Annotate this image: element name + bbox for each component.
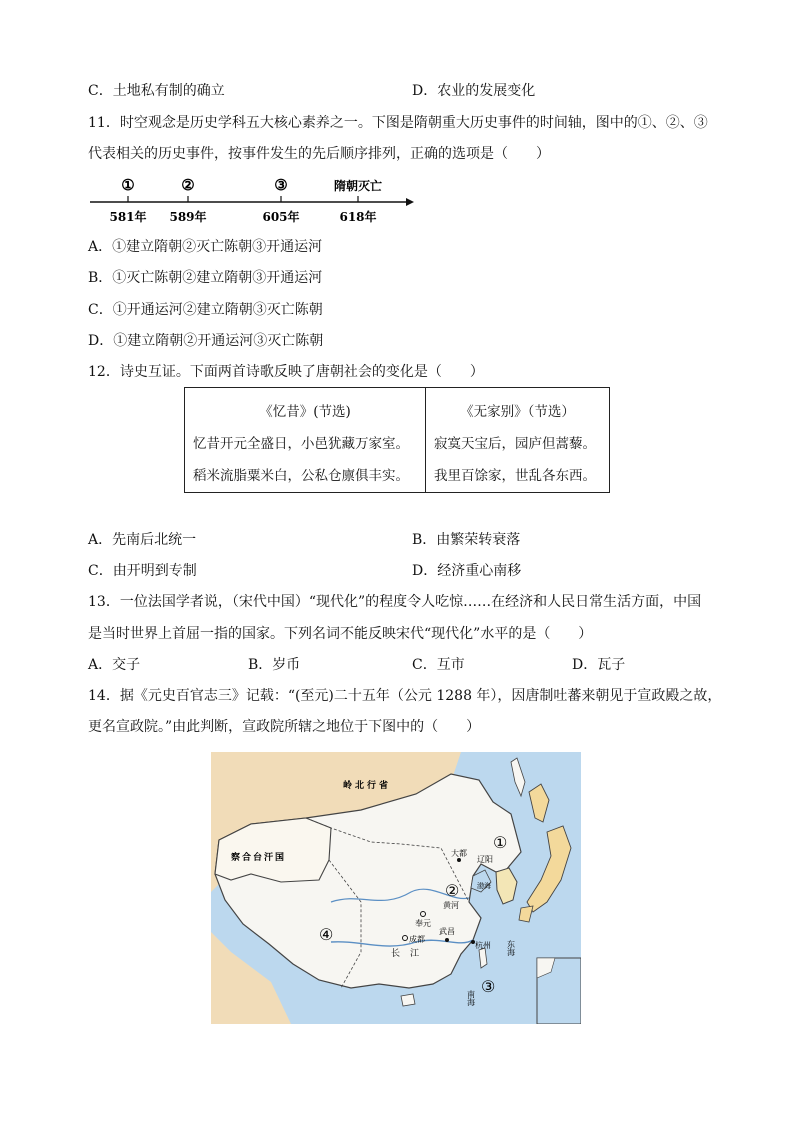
map-marker-3: ③ <box>481 977 496 996</box>
poem1-line1: 忆昔开元全盛日，小邑犹藏万家室。 <box>193 436 409 452</box>
map-marker-2: ② <box>445 881 460 900</box>
timeline-year-4: 618年 <box>339 210 377 224</box>
q13-stem-line1: 13．一位法国学者说，（宋代中国）“现代化”的程度令人吃惊……在经济和人民日常生活方面，中国 <box>88 594 702 610</box>
timeline-year-3: 605年 <box>262 210 300 224</box>
timeline-marker-2: ② <box>181 176 195 194</box>
poem-cell-1 <box>185 388 426 493</box>
q10-option-d: D．农业的发展变化 <box>412 83 536 99</box>
q13-option-b: B．岁币 <box>248 657 301 673</box>
map-label-donghai: 东海 <box>506 940 516 956</box>
q11-timeline <box>88 172 418 228</box>
poem1-line2: 稻米流脂粟米白，公私仓廪俱丰实。 <box>193 468 409 484</box>
map-label-fengyuan: 奉元 <box>415 919 431 928</box>
map-dot-wuchang <box>445 938 449 942</box>
map-label-dadu: 大都 <box>451 849 467 858</box>
map-label-changjiang: 长江 <box>391 949 430 959</box>
map-label-bohai: 渤海 <box>477 882 491 890</box>
poem2-line2: 我里百馀家，世乱各东西。 <box>434 468 596 484</box>
poem1-title: 《忆昔》(节选) <box>259 404 351 420</box>
q13-option-a: A．交子 <box>88 657 141 673</box>
map-label-lingbei: 岭北行省 <box>343 781 392 791</box>
map-label-liaoyang: 辽阳 <box>477 855 493 864</box>
q10-option-c: C．土地私有制的确立 <box>88 83 225 99</box>
timeline-year-1: 581年 <box>109 210 147 224</box>
q14-stem-line2: 更名宣政院。”由此判断，宣政院所辖之地位于下图中的（ ） <box>88 719 481 735</box>
map-marker-4: ④ <box>319 925 334 944</box>
q12-option-d: D．经济重心南移 <box>412 563 522 579</box>
q11-option-c: C．①开通运河②建立隋朝③灭亡陈朝 <box>88 302 323 318</box>
timeline-marker-4: 隋朝灭亡 <box>333 179 383 193</box>
poem2-line1: 寂寞天宝后，园庐但蒿藜。 <box>434 436 596 452</box>
yuan-dynasty-map <box>211 752 581 1024</box>
q12-poem-table <box>184 387 610 493</box>
q14-stem-line1: 14．据《元史百官志三》记载：“(至元)二十五年（公元 1288 年），因唐制吐蕃来朝见于宣政殿之故， <box>88 688 722 704</box>
q13-option-d: D．瓦子 <box>572 657 626 673</box>
timeline-marker-1: ① <box>121 176 135 194</box>
q11-option-a: A．①建立隋朝②灭亡陈朝③开通运河 <box>88 239 323 255</box>
map-label-hangzhou: 杭州 <box>475 941 491 950</box>
map-label-huanghe: 黄河 <box>443 901 459 910</box>
map-label-chagatai: 察合台汗国 <box>231 853 287 863</box>
q11-option-d: D．①建立隋朝②开通运河③灭亡陈朝 <box>88 333 324 349</box>
timeline-marker-3: ③ <box>274 176 288 194</box>
q13-option-c: C．互市 <box>412 657 465 673</box>
q11-stem-line2: 代表相关的历史事件，按事件发生的先后顺序排列，正确的选项是（ ） <box>88 146 550 162</box>
map-label-nanhai: 南海 <box>466 990 476 1006</box>
map-hainan <box>401 994 415 1006</box>
poem2-title: 《无家别》（节选） <box>460 404 575 420</box>
q12-option-b: B．由繁荣转衰落 <box>412 532 521 548</box>
map-label-chengdu: 成都 <box>409 935 425 944</box>
q13-stem-line2: 是当时世界上首屈一指的国家。下列名词不能反映宋代“现代化”水平的是（ ） <box>88 626 593 642</box>
map-dot-dadu <box>457 858 461 862</box>
q12-option-a: A．先南后北统一 <box>88 532 197 548</box>
map-marker-1: ① <box>493 833 508 852</box>
q12-option-c: C．由开明到专制 <box>88 563 197 579</box>
timeline-arrow <box>406 198 414 206</box>
map-label-wuchang: 武昌 <box>439 927 455 936</box>
q11-option-b: B．①灭亡陈朝②建立隋朝③开通运河 <box>88 270 323 286</box>
q12-stem: 12．诗史互证。下面两首诗歌反映了唐朝社会的变化是（ ） <box>88 364 484 380</box>
poem-cell-2 <box>426 388 610 493</box>
timeline-year-2: 589年 <box>169 210 207 224</box>
q11-stem-line1: 11．时空观念是历史学科五大核心素养之一。下图是隋朝重大历史事件的时间轴，图中的①、②、③ <box>88 115 708 131</box>
